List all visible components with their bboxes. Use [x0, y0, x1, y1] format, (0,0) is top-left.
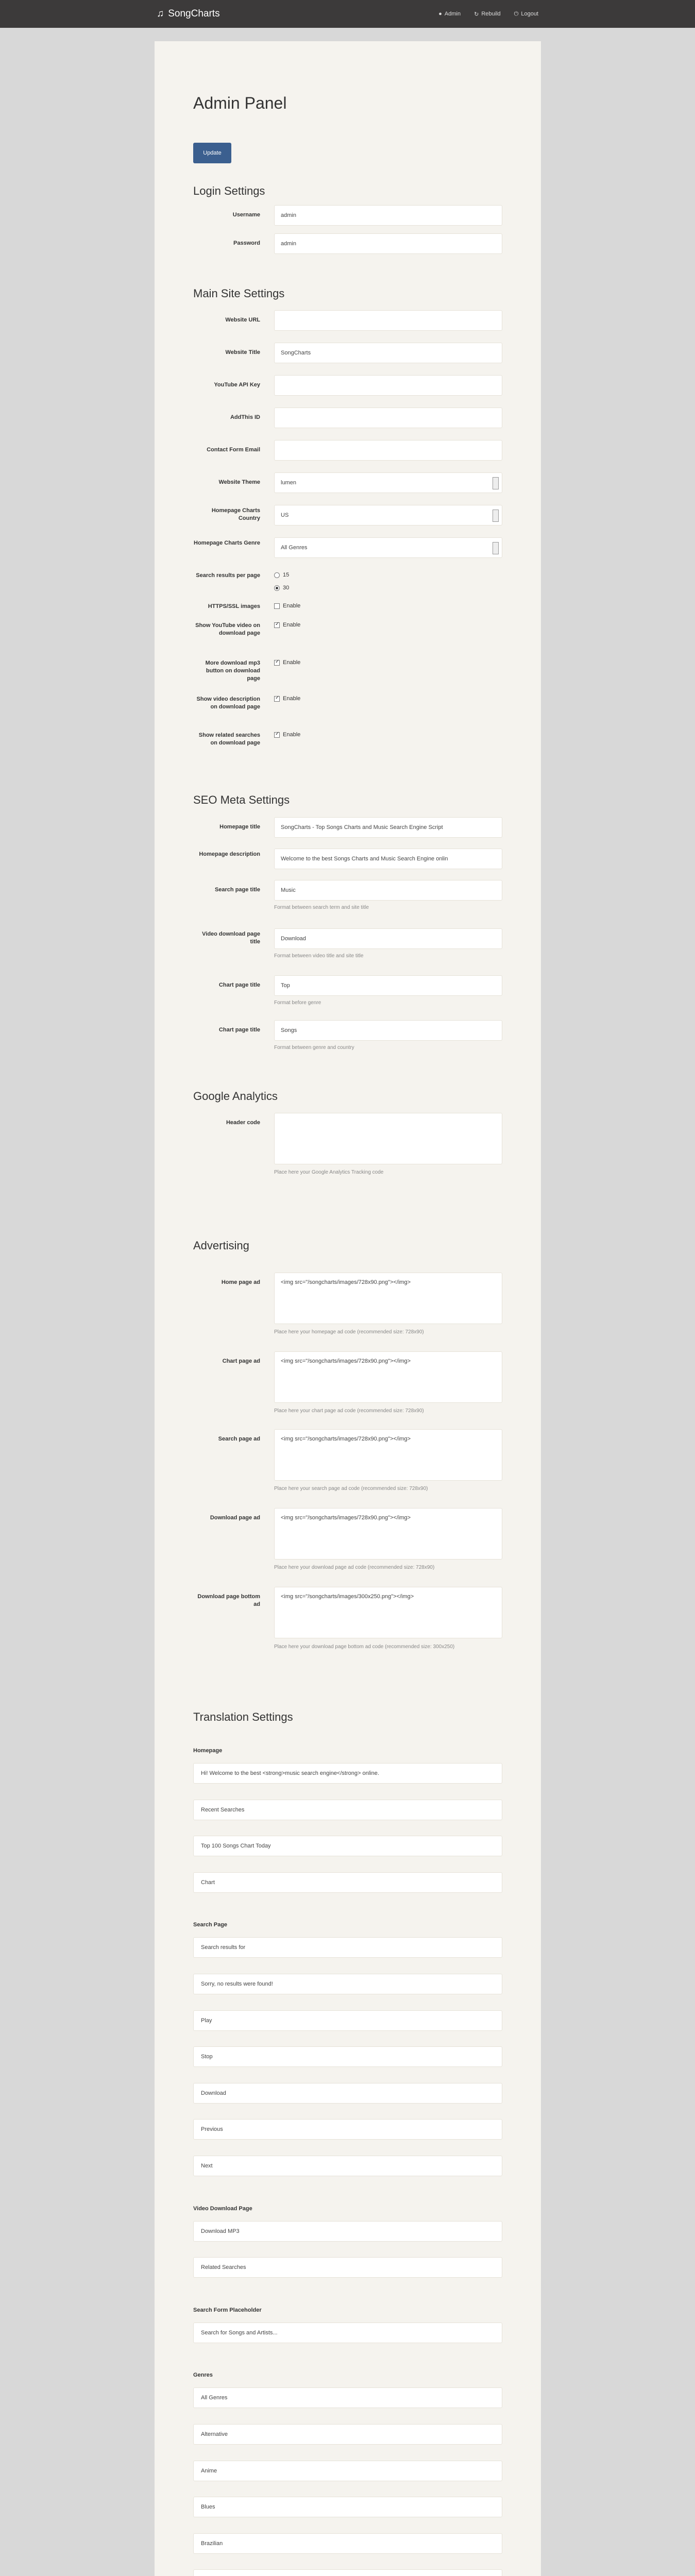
search-title-label: Search page title [214, 887, 260, 893]
nav-links [438, 0, 538, 28]
api-key-input[interactable] [274, 375, 502, 396]
logout-icon: ⏻ [514, 10, 519, 17]
home-ad-textarea[interactable]: <img src="/songcharts/images/728x90.png"></img> [274, 1273, 502, 1324]
page-title: Admin Panel [193, 94, 287, 112]
video-translation-input[interactable]: Download MP3 [193, 2221, 502, 2242]
checkbox-icon[interactable] [274, 603, 280, 609]
country-select[interactable]: US [274, 505, 502, 526]
nav-logout[interactable]: ⏻ Logout [514, 10, 538, 17]
download-ad-help: Place here your download page ad code (recommended size: 728x90) [274, 1565, 435, 1570]
contact-email-input[interactable] [274, 440, 502, 461]
per-page-label: Search results per page [196, 572, 260, 579]
music-icon: ♫ [157, 8, 164, 19]
search-translation-input[interactable]: Previous [193, 2119, 502, 2140]
home-desc-label: Homepage description [199, 851, 260, 857]
per-page-15[interactable]: 15 [274, 572, 289, 578]
placeholder-translation-input[interactable]: Search for Songs and Artists... [193, 2323, 502, 2343]
website-url-label: Website URL [225, 317, 260, 323]
homepage-translation-input[interactable]: Chart [193, 1872, 502, 1893]
more-download-label: More download mp3 button on download page [205, 660, 260, 682]
homepage-translation-input[interactable]: Hi! Welcome to the best <strong>music search engine</strong> online. [193, 1763, 502, 1784]
checkbox-icon[interactable] [274, 660, 280, 666]
home-title-label: Homepage title [219, 824, 260, 830]
download-ad-textarea[interactable]: <img src="/songcharts/images/728x90.png"></img> [274, 1508, 502, 1560]
search-group-label: Search Page [193, 1922, 228, 1928]
theme-select[interactable]: lumen [274, 472, 502, 493]
per-page-30[interactable]: 30 [274, 585, 289, 591]
ssl-label: HTTPS/SSL images [208, 603, 260, 609]
genres-group-label: Genres [193, 2372, 213, 2379]
home-desc-input[interactable]: Welcome to the best Songs Charts and Music Search Engine onlin [274, 849, 502, 869]
radio-icon[interactable] [274, 572, 280, 578]
theme-label: Website Theme [218, 479, 260, 485]
search-translation-input[interactable]: Next [193, 2156, 502, 2176]
home-ad-label: Home page ad [221, 1279, 260, 1285]
nav-rebuild[interactable]: ↻ Rebuild [474, 11, 501, 18]
user-icon: ● [438, 11, 442, 17]
genres-translation-input[interactable] [193, 2569, 502, 2576]
search-ad-textarea[interactable]: <img src="/songcharts/images/728x90.png"></img> [274, 1429, 502, 1481]
password-label: Password [233, 240, 260, 246]
website-title-label: Website Title [225, 349, 260, 355]
checkbox-icon[interactable] [274, 622, 280, 628]
search-translation-input[interactable]: Search results for [193, 1937, 502, 1958]
genre-select[interactable]: All Genres [274, 537, 502, 558]
website-title-input[interactable]: SongCharts [274, 343, 502, 363]
download-ad-label: Download page ad [210, 1515, 260, 1521]
chart-ad-help: Place here your chart page ad code (recommended size: 728x90) [274, 1408, 424, 1414]
bottom-ad-textarea[interactable]: <img src="/songcharts/images/300x250.png"></img> [274, 1587, 502, 1638]
genres-translation-input[interactable]: All Genres [193, 2387, 502, 2408]
description-checkbox[interactable]: ✓ Enable [274, 696, 300, 702]
website-url-input[interactable] [274, 310, 502, 331]
related-label: Show related searches on download page [198, 732, 260, 746]
genres-translation-input[interactable]: Alternative [193, 2424, 502, 2445]
search-translation-input[interactable]: Download [193, 2083, 502, 2104]
home-title-input[interactable]: SongCharts - Top Songs Charts and Music Search Engine Script [274, 817, 502, 838]
related-checkbox[interactable]: ✓ Enable [274, 732, 300, 738]
bottom-ad-label: Download page bottom ad [197, 1594, 260, 1607]
ads-heading: Advertising [193, 1239, 249, 1252]
addthis-input[interactable] [274, 408, 502, 428]
video-title-input[interactable]: Download [274, 928, 502, 949]
country-label: Homepage Charts Country [211, 507, 260, 521]
addthis-label: AddThis ID [230, 414, 260, 420]
ga-help: Place here your Google Analytics Tracking code [274, 1170, 384, 1175]
placeholder-group-label: Search Form Placeholder [193, 2307, 262, 2313]
ga-label: Header code [226, 1120, 260, 1126]
search-ad-help: Place here your search page ad code (recommended size: 728x90) [274, 1486, 428, 1492]
checkbox-icon[interactable] [274, 732, 280, 738]
homepage-translation-input[interactable]: Top 100 Songs Chart Today [193, 1836, 502, 1856]
username-input[interactable]: admin [274, 205, 502, 226]
checkbox-icon[interactable] [274, 696, 280, 702]
search-translation-input[interactable]: Sorry, no results were found! [193, 1974, 502, 1994]
search-translation-input[interactable]: Play [193, 2010, 502, 2031]
radio-icon[interactable] [274, 585, 280, 591]
chart-title2-input[interactable]: Songs [274, 1020, 502, 1041]
more-download-checkbox[interactable]: ✓ Enable [274, 659, 300, 666]
brand-name: SongCharts [168, 8, 220, 19]
homepage-group-label: Homepage [193, 1748, 223, 1754]
genre-label: Homepage Charts Genre [194, 540, 260, 546]
search-title-input[interactable]: Music [274, 880, 502, 901]
chart-title-label: Chart page title [218, 982, 260, 988]
genres-translation-input[interactable]: Anime [193, 2461, 502, 2481]
contact-email-label: Contact Form Email [207, 447, 260, 453]
api-key-label: YouTube API Key [214, 382, 260, 388]
chart-ad-textarea[interactable]: <img src="/songcharts/images/728x90.png"></img> [274, 1351, 502, 1403]
description-label: Show video description on download page [196, 696, 260, 710]
seo-heading: SEO Meta Settings [193, 793, 290, 806]
chart-ad-label: Chart page ad [222, 1358, 260, 1364]
ga-heading: Google Analytics [193, 1090, 278, 1103]
search-translation-input[interactable]: Stop [193, 2046, 502, 2067]
admin-panel [155, 41, 541, 2576]
chart-title2-label: Chart page title [218, 1027, 260, 1033]
search-title-help: Format between search term and site title [274, 905, 369, 910]
youtube-label: Show YouTube video on download page [195, 622, 260, 636]
homepage-translation-input[interactable]: Recent Searches [193, 1800, 502, 1820]
home-ad-help: Place here your homepage ad code (recommended size: 728x90) [274, 1329, 424, 1335]
password-input[interactable]: admin [274, 233, 502, 254]
bottom-ad-help: Place here your download page bottom ad code (recommended size: 300x250) [274, 1644, 455, 1650]
search-ad-label: Search page ad [218, 1436, 260, 1442]
translation-heading: Translation Settings [193, 1710, 293, 1723]
ga-textarea[interactable] [274, 1113, 502, 1164]
video-title-label: Video download page title [202, 931, 260, 945]
genres-translation-input[interactable]: Brazilian [193, 2533, 502, 2554]
chart-title-help: Format before genre [274, 1000, 321, 1006]
refresh-icon: ↻ [474, 11, 479, 18]
youtube-checkbox[interactable]: ✓ Enable [274, 622, 300, 628]
update-button-top[interactable]: Update [193, 143, 231, 163]
main-heading: Main Site Settings [193, 287, 285, 300]
chart-title2-help: Format between genre and country [274, 1045, 354, 1050]
nav-admin[interactable]: ● Admin [438, 11, 461, 17]
chart-title-input[interactable]: Top [274, 975, 502, 996]
username-label: Username [232, 212, 260, 218]
video-title-help: Format between video title and site title [274, 953, 364, 959]
ssl-checkbox[interactable]: Enable [274, 603, 300, 609]
top-navbar [0, 0, 695, 28]
login-heading: Login Settings [193, 184, 265, 197]
genres-translation-input[interactable]: Blues [193, 2497, 502, 2517]
brand-link[interactable] [157, 8, 220, 20]
video-translation-input[interactable]: Related Searches [193, 2257, 502, 2278]
video-group-label: Video Download Page [193, 2205, 252, 2212]
